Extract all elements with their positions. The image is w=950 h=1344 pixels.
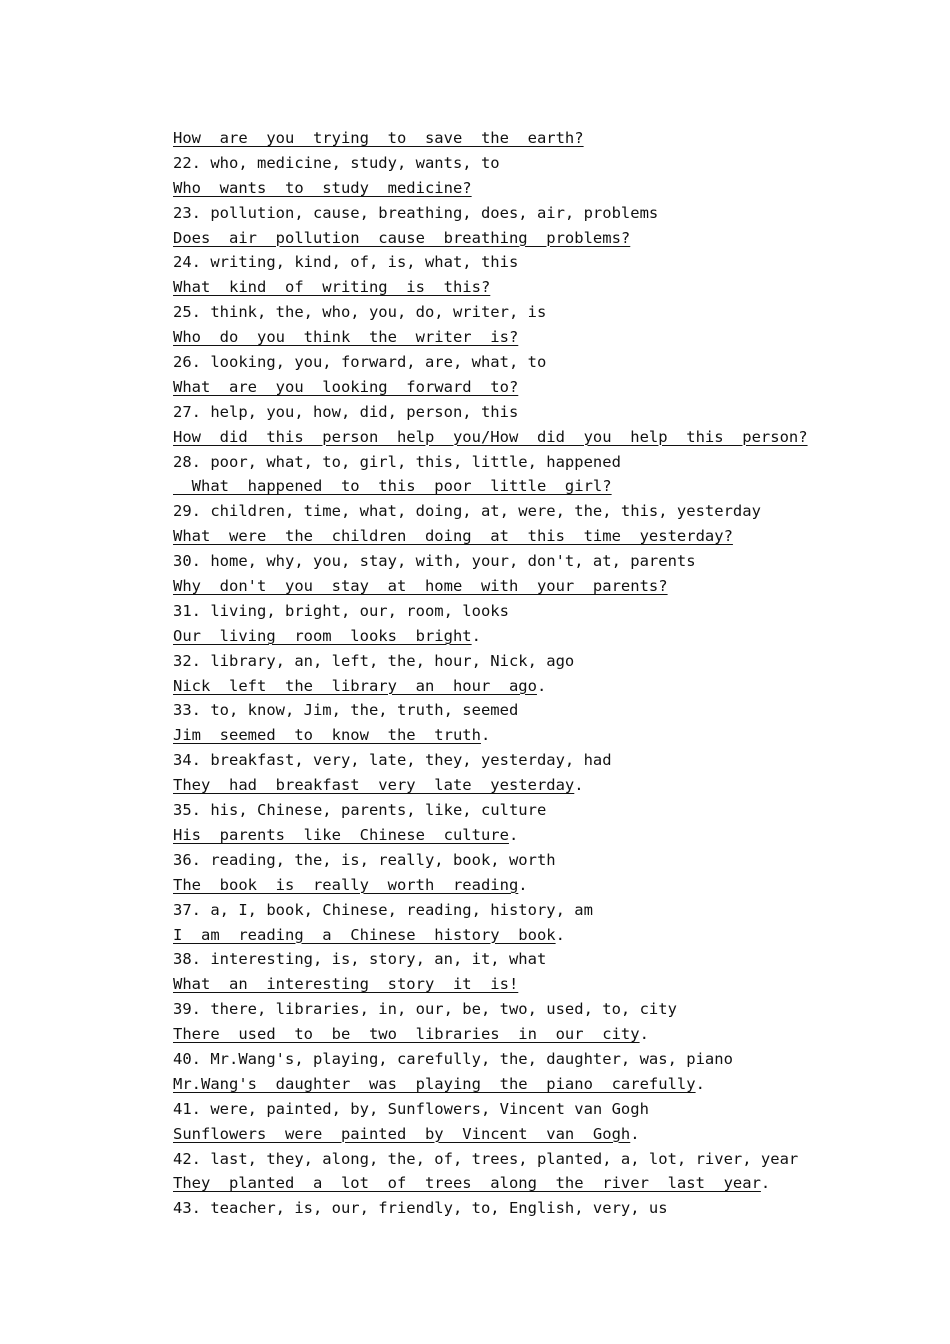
exercise-list (173, 126, 913, 1221)
answer-line (173, 723, 913, 748)
answer-punctuation: . (574, 776, 584, 795)
answer-punctuation: . (639, 1025, 649, 1044)
question-text: 26. looking, you, forward, are, what, to (173, 353, 547, 372)
question-text: 39. there, libraries, in, our, be, two, used, to, city (173, 1000, 677, 1019)
question-line (173, 1196, 913, 1221)
question-line (173, 1147, 913, 1172)
answer-text: Jim seemed to know the truth (173, 726, 481, 745)
answer-text: His parents like Chinese culture (173, 825, 509, 844)
answer-text: What were the children doing at this time yesterday? (173, 527, 733, 546)
question-line (173, 549, 913, 574)
question-text: 38. interesting, is, story, an, it, what (173, 950, 547, 969)
question-text: 34. breakfast, very, late, they, yesterday, had (173, 751, 612, 770)
question-text: 35. his, Chinese, parents, like, culture (173, 801, 547, 820)
question-line (173, 698, 913, 723)
question-line (173, 748, 913, 773)
answer-line (173, 1122, 913, 1147)
answer-line (173, 325, 913, 350)
answer-line (173, 823, 913, 848)
answer-text: What kind of writing is this? (173, 278, 491, 297)
answer-line (173, 1171, 913, 1196)
answer-text: There used to be two libraries in our city (173, 1025, 640, 1044)
question-line (173, 300, 913, 325)
answer-text: Our living room looks bright (173, 626, 472, 645)
answer-text: How are you trying to save the earth? (173, 129, 584, 147)
question-text: 41. were, painted, by, Sunflowers, Vincent van Gogh (173, 1099, 649, 1118)
question-line (173, 997, 913, 1022)
answer-text: How did this person help you/How did you help this person? (173, 427, 808, 446)
question-line (173, 1097, 913, 1122)
answer-line (173, 226, 913, 251)
question-text: 22. who, medicine, study, wants, to (173, 153, 500, 172)
answer-text: What are you looking forward to? (173, 377, 519, 396)
answer-text: Who do you think the writer is? (173, 328, 519, 347)
question-text: 42. last, they, along, the, of, trees, planted, a, lot, river, year (173, 1149, 799, 1168)
answer-text: The book is really worth reading (173, 875, 519, 894)
answer-text: Mr.Wang's daughter was playing the piano carefully (173, 1074, 696, 1093)
question-text: 28. poor, what, to, girl, this, little, happened (173, 452, 621, 471)
answer-line (173, 923, 913, 948)
answer-punctuation: . (471, 626, 481, 645)
question-text: 40. Mr.Wang's, playing, carefully, the, daughter, was, piano (173, 1049, 733, 1068)
answer-line (173, 674, 913, 699)
question-line (173, 151, 913, 176)
answer-line (173, 275, 913, 300)
question-text: 29. children, time, what, doing, at, were, the, this, yesterday (173, 502, 761, 521)
question-text: 25. think, the, who, you, do, writer, is (173, 303, 547, 322)
question-line (173, 450, 913, 475)
question-text: 30. home, why, you, stay, with, your, don't, at, parents (173, 552, 696, 571)
answer-text: I am reading a Chinese history book (173, 925, 556, 944)
answer-punctuation: . (555, 925, 565, 944)
question-line (173, 599, 913, 624)
answer-line (173, 176, 913, 201)
answer-line (173, 873, 913, 898)
answer-line (173, 574, 913, 599)
answer-punctuation: . (508, 825, 519, 844)
question-line (173, 350, 913, 375)
question-line (173, 898, 913, 923)
answer-punctuation: . (695, 1074, 705, 1093)
question-text: 33. to, know, Jim, the, truth, seemed (173, 701, 519, 720)
answer-line (173, 1022, 913, 1047)
answer-line (173, 773, 913, 798)
worksheet-page (173, 126, 913, 1221)
question-line (173, 499, 913, 524)
answer-text: Sunflowers were painted by Vincent van Gogh (173, 1124, 631, 1143)
answer-text: Does air pollution cause breathing problems? (173, 228, 631, 247)
question-text: 37. a, I, book, Chinese, reading, history, am (173, 900, 593, 919)
question-line (173, 400, 913, 425)
answer-text: Nick left the library an hour ago (173, 676, 537, 695)
question-line (173, 848, 913, 873)
question-text: 32. library, an, left, the, hour, Nick, ago (173, 651, 575, 670)
answer-punctuation: . (518, 875, 528, 894)
answer-line (173, 524, 913, 549)
question-line (173, 649, 913, 674)
answer-text: What an interesting story it is! (173, 975, 519, 994)
question-text: 24. writing, kind, of, is, what, this (173, 253, 519, 272)
question-text: 23. pollution, cause, breathing, does, air, problems (173, 203, 659, 222)
answer-text: Why don't you stay at home with your parents? (173, 577, 668, 596)
answer-text: They planted a lot of trees along the river last year (173, 1174, 761, 1193)
question-text: 36. reading, the, is, really, book, worth (173, 850, 556, 869)
question-line (173, 947, 913, 972)
answer-punctuation: . (630, 1124, 640, 1143)
answer-punctuation: . (480, 726, 491, 745)
answer-line (173, 375, 913, 400)
question-text: 43. teacher, is, our, friendly, to, English, very, us (173, 1199, 668, 1218)
question-line (173, 1047, 913, 1072)
question-line (173, 798, 913, 823)
answer-line (173, 425, 913, 450)
answer-line (173, 624, 913, 649)
answer-line (173, 972, 913, 997)
answer-line (173, 474, 913, 499)
answer-punctuation: . (760, 1174, 771, 1193)
question-line (173, 201, 913, 226)
answer-text: They had breakfast very late yesterday (173, 776, 575, 795)
answer-punctuation: . (536, 676, 547, 695)
answer-text: What happened to this poor little girl? (173, 477, 612, 496)
question-text: 27. help, you, how, did, person, this (173, 402, 519, 421)
answer-line (173, 1072, 913, 1097)
question-text: 31. living, bright, our, room, looks (173, 601, 509, 620)
answer-line (173, 126, 913, 151)
answer-text: Who wants to study medicine? (173, 178, 472, 197)
question-line (173, 250, 913, 275)
